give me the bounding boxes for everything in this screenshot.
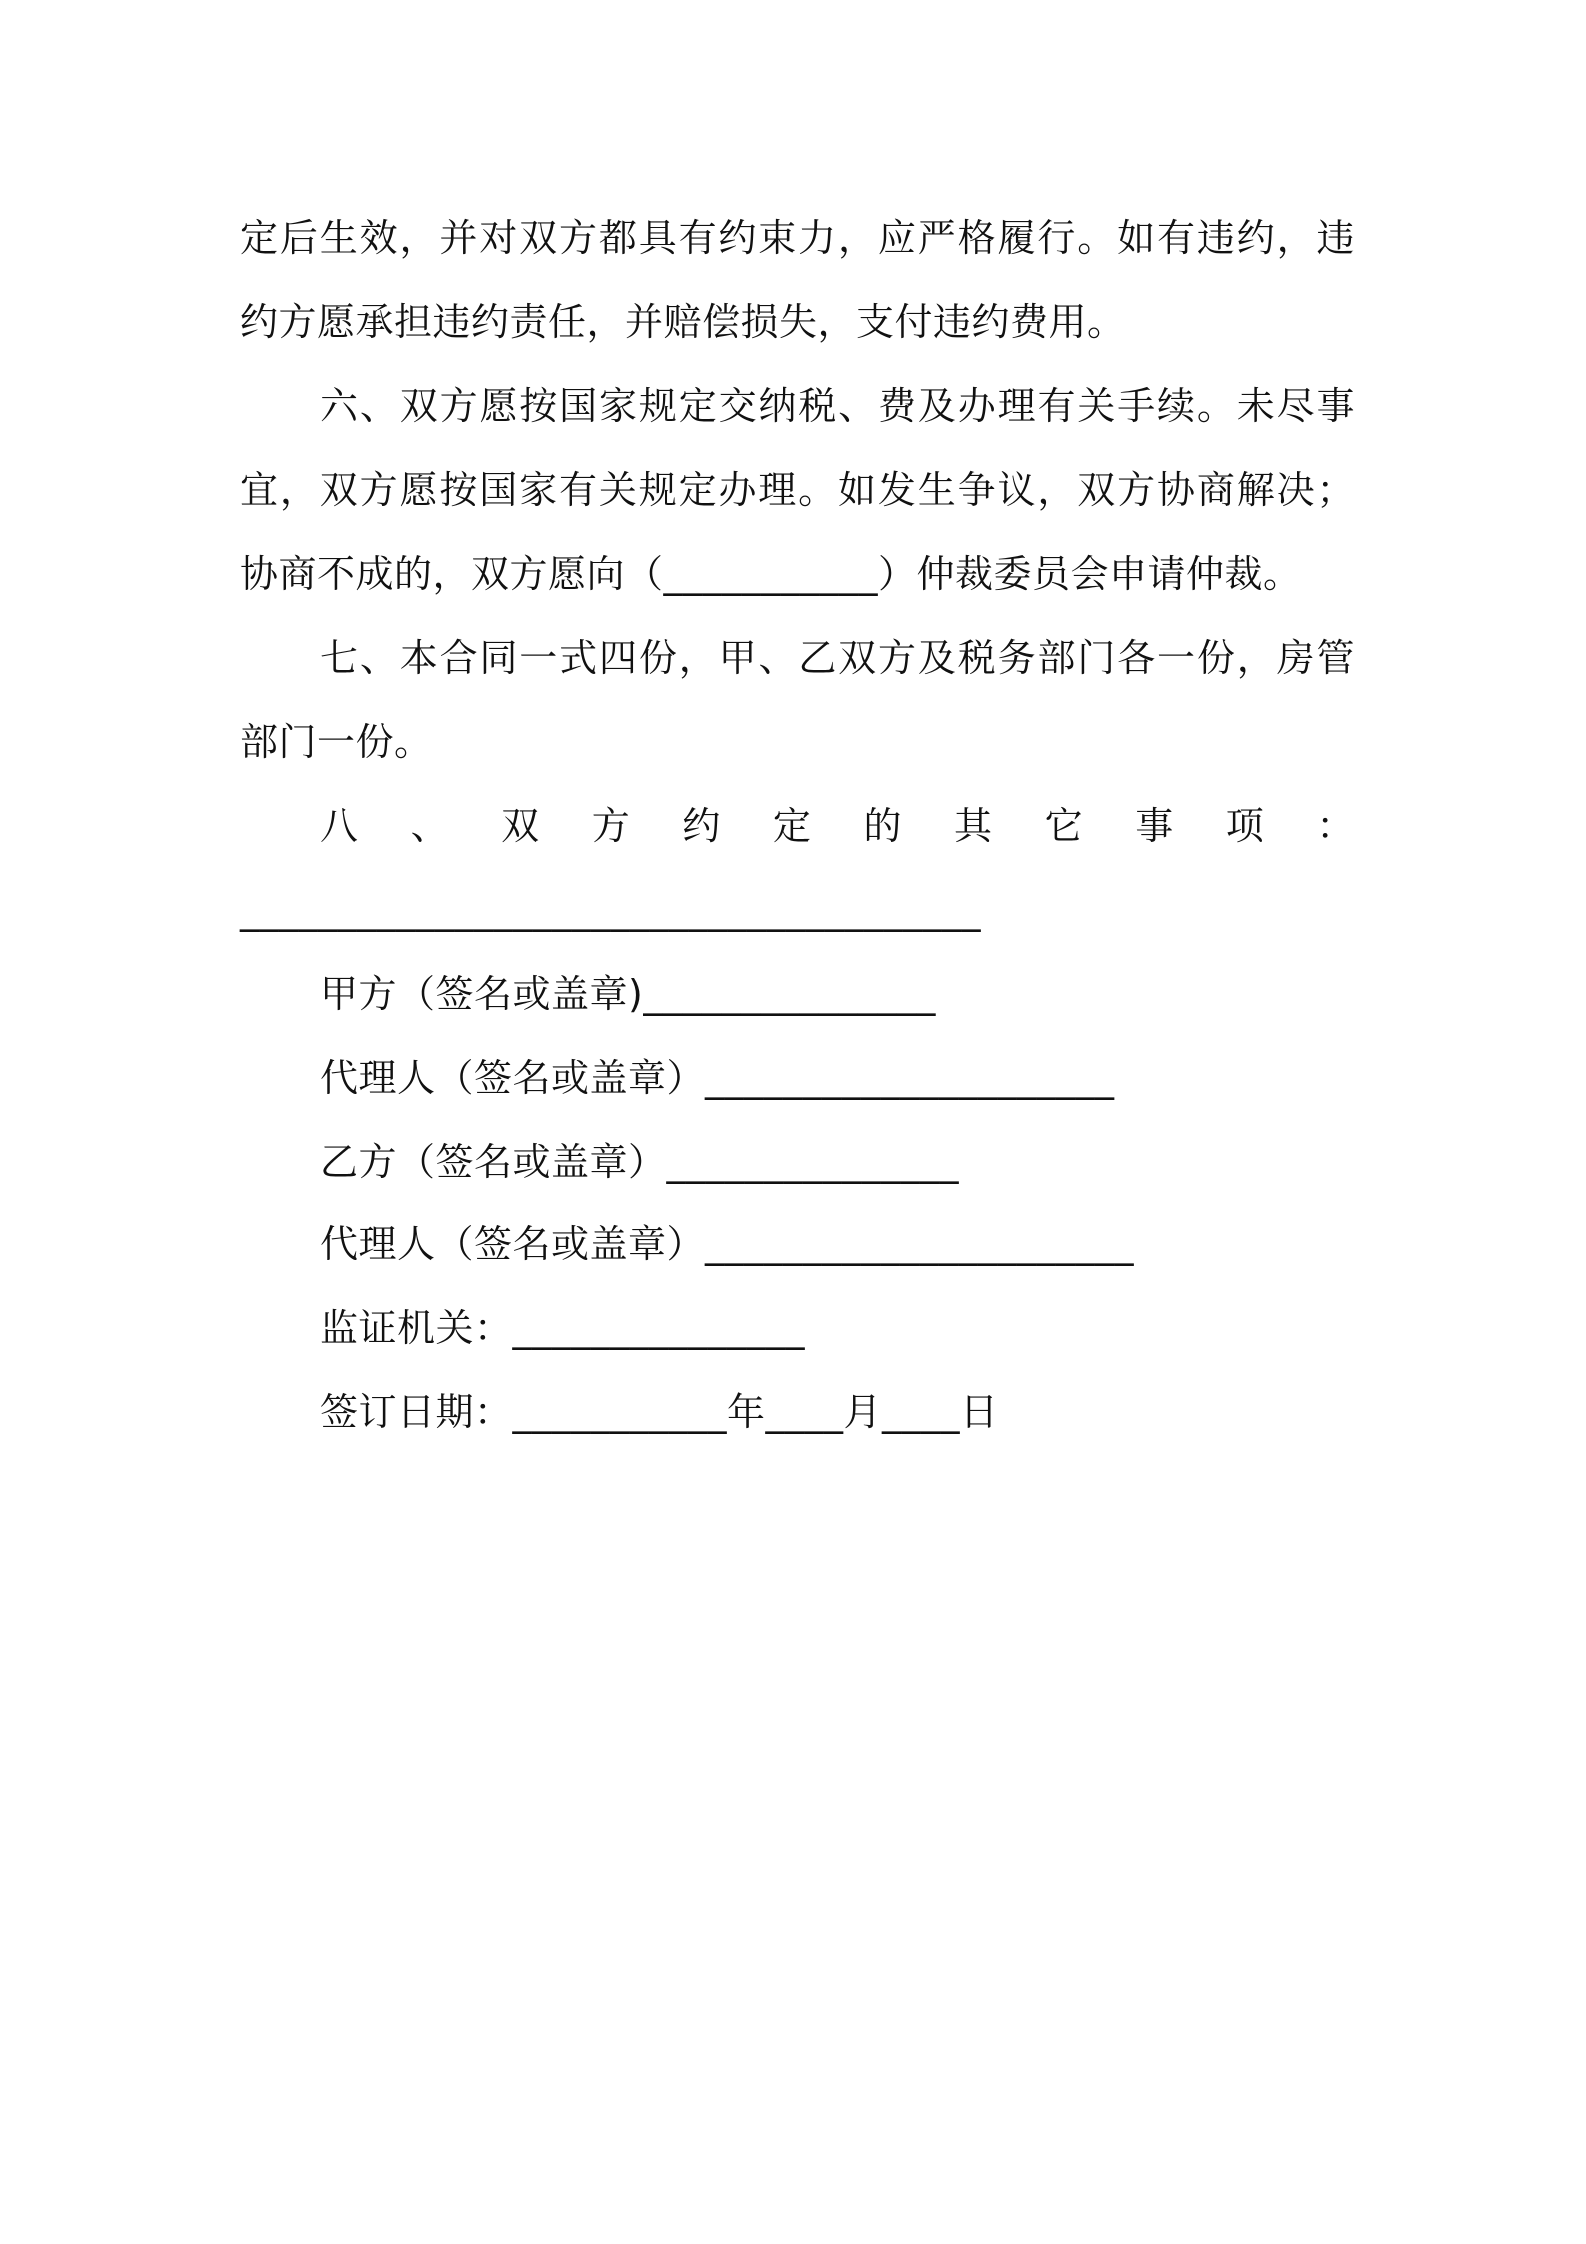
clause-eight-char: 它 bbox=[1044, 804, 1084, 848]
clause-eight-heading bbox=[240, 784, 1355, 868]
party-b-signature-line: 乙方（签名或盖章）_______________ bbox=[320, 1140, 960, 1184]
paragraph-effect-clause: 定后生效，并对双方都具有约束力，应严格履行。如有违约，违约方愿承担违约责任，并赔偿损失，支付违约费用。 bbox=[240, 216, 1355, 344]
paragraph-clause-seven: 七、本合同一式四份，甲、乙双方及税务部门各一份，房管部门一份。 bbox=[240, 636, 1355, 764]
clause-eight-char: 约 bbox=[682, 804, 721, 848]
clause-eight-char: 事 bbox=[1135, 804, 1174, 848]
paragraph-clause-six: 六、双方愿按国家规定交纳税、费及办理有关手续。未尽事宜，双方愿按国家有关规定办理。如发生争议，双方协商解决；协商不成的，双方愿向（___________）仲裁委员会申请仲裁。 bbox=[240, 384, 1355, 596]
clause-eight-char: 、 bbox=[410, 804, 450, 848]
clause-eight-char: 定 bbox=[772, 804, 812, 848]
clause-eight-blank-line: ______________________________________ bbox=[240, 888, 981, 932]
contract-body bbox=[240, 196, 1355, 1454]
signing-date-line: 签订日期：___________年____月____日 bbox=[320, 1390, 999, 1434]
witness-authority-line: 监证机关：_______________ bbox=[320, 1306, 806, 1350]
clause-eight-char: 方 bbox=[591, 804, 631, 848]
clause-eight-char: 项 bbox=[1225, 804, 1265, 848]
party-a-agent-signature-line: 代理人（签名或盖章）_____________________ bbox=[320, 1056, 1115, 1100]
clause-eight-char: ： bbox=[1316, 804, 1355, 848]
clause-eight-char: 八 bbox=[320, 804, 359, 848]
clause-eight-char: 其 bbox=[954, 804, 993, 848]
party-b-agent-signature-line: 代理人（签名或盖章）______________________ bbox=[320, 1222, 1135, 1266]
clause-eight-char: 双 bbox=[501, 804, 540, 848]
clause-eight-char: 的 bbox=[863, 804, 902, 848]
party-a-signature-line: 甲方（签名或盖章)_______________ bbox=[320, 972, 936, 1016]
